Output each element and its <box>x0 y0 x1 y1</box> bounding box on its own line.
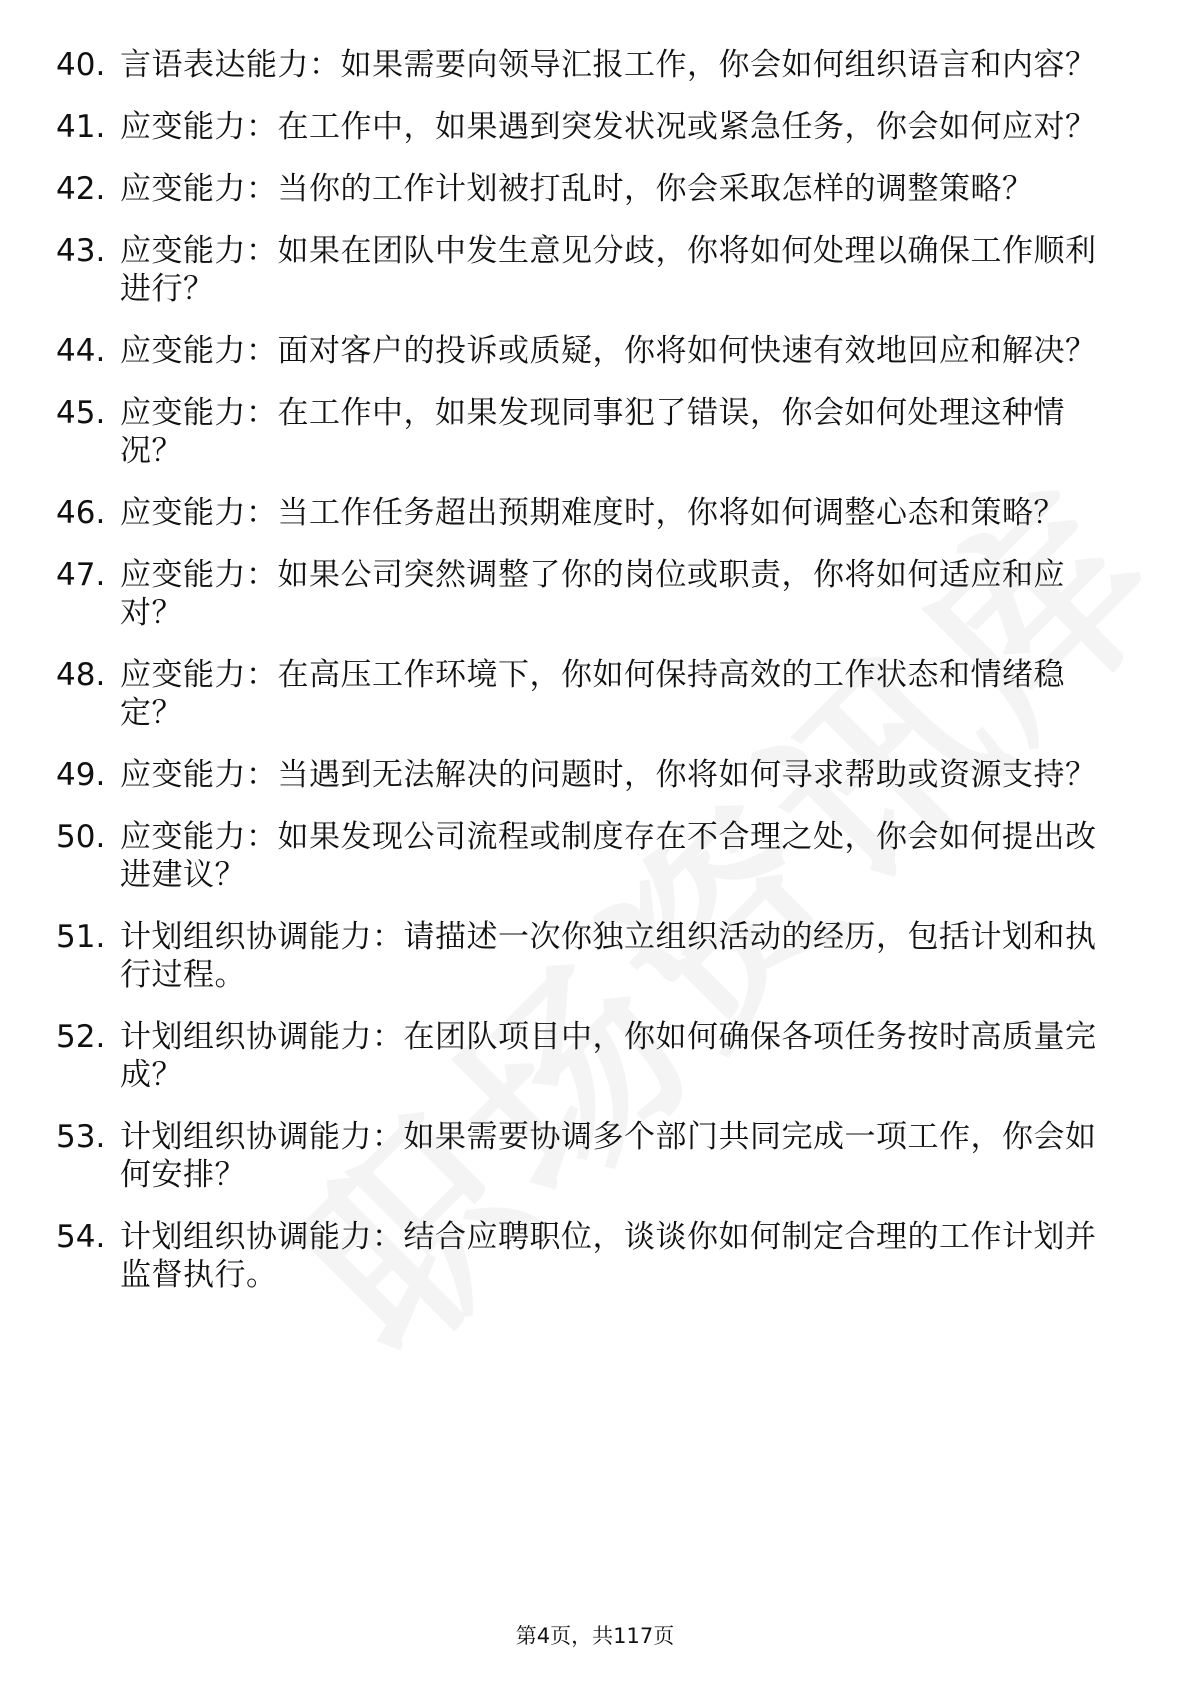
question-text: 应变能力：面对客户的投诉或质疑，你将如何快速有效地回应和解决？ <box>120 333 1097 369</box>
question-number: 47. <box>56 557 106 593</box>
question-number: 52. <box>56 1019 106 1055</box>
question-item-45 <box>56 394 1116 470</box>
question-text: 应变能力：当工作任务超出预期难度时，你将如何调整心态和策略？ <box>120 495 1065 531</box>
question-item-47 <box>56 556 1116 632</box>
question-item-43 <box>56 232 1116 308</box>
question-number: 54. <box>56 1219 106 1255</box>
question-list <box>56 46 1116 1318</box>
question-text: 应变能力：如果在团队中发生意见分歧，你将如何处理以确保工作顺利进行？ <box>120 233 1097 307</box>
question-text: 应变能力：如果公司突然调整了你的岗位或职责，你将如何适应和应对？ <box>120 557 1065 631</box>
question-number: 44. <box>56 333 106 369</box>
question-text: 计划组织协调能力：结合应聘职位，谈谈你如何制定合理的工作计划并监督执行。 <box>120 1219 1097 1293</box>
question-item-51 <box>56 918 1116 994</box>
question-item-41 <box>56 108 1116 146</box>
question-item-54 <box>56 1218 1116 1294</box>
question-text: 计划组织协调能力：在团队项目中，你如何确保各项任务按时高质量完成？ <box>120 1019 1097 1093</box>
question-number: 46. <box>56 495 106 531</box>
question-text: 应变能力：如果发现公司流程或制度存在不合理之处，你会如何提出改进建议？ <box>120 819 1097 893</box>
question-number: 48. <box>56 657 106 693</box>
question-item-52 <box>56 1018 1116 1094</box>
question-item-49 <box>56 756 1116 794</box>
question-text: 应变能力：当遇到无法解决的问题时，你将如何寻求帮助或资源支持？ <box>120 757 1097 793</box>
question-item-48 <box>56 656 1116 732</box>
question-number: 53. <box>56 1119 106 1155</box>
question-number: 45. <box>56 395 106 431</box>
question-number: 50. <box>56 819 106 855</box>
question-item-50 <box>56 818 1116 894</box>
question-number: 49. <box>56 757 106 793</box>
question-number: 51. <box>56 919 106 955</box>
question-text: 计划组织协调能力：请描述一次你独立组织活动的经历，包括计划和执行过程。 <box>120 919 1097 993</box>
question-text: 应变能力：在高压工作环境下，你如何保持高效的工作状态和情绪稳定？ <box>120 657 1065 731</box>
question-number: 41. <box>56 109 106 145</box>
question-text: 应变能力：在工作中，如果发现同事犯了错误，你会如何处理这种情况？ <box>120 395 1065 469</box>
question-item-40 <box>56 46 1116 84</box>
question-item-53 <box>56 1118 1116 1194</box>
question-number: 42. <box>56 171 106 207</box>
question-number: 43. <box>56 233 106 269</box>
question-text: 应变能力：在工作中，如果遇到突发状况或紧急任务，你会如何应对？ <box>120 109 1097 145</box>
question-item-46 <box>56 494 1116 532</box>
question-item-42 <box>56 170 1116 208</box>
question-number: 40. <box>56 47 106 83</box>
page-number: 第4页，共117页 <box>515 1624 675 1648</box>
question-text: 应变能力：当你的工作计划被打乱时，你会采取怎样的调整策略？ <box>120 171 1034 207</box>
question-item-44 <box>56 332 1116 370</box>
question-text: 言语表达能力：如果需要向领导汇报工作，你会如何组织语言和内容？ <box>120 47 1097 83</box>
question-text: 计划组织协调能力：如果需要协调多个部门共同完成一项工作，你会如何安排？ <box>120 1119 1097 1193</box>
